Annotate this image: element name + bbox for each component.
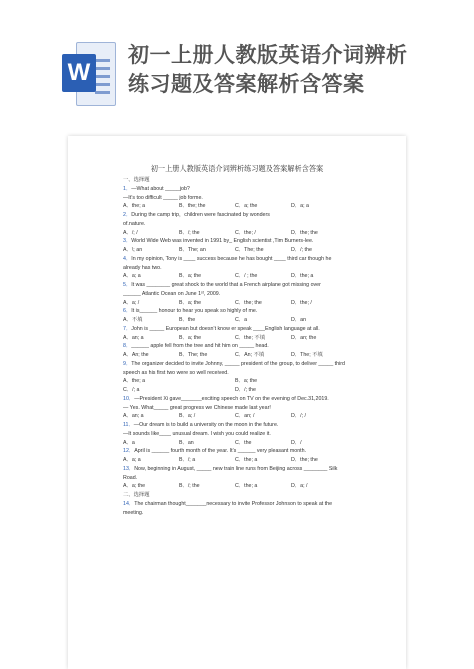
option: B．The; an	[179, 247, 206, 253]
question-number: 1．	[123, 185, 132, 192]
option: D．the; the	[291, 457, 318, 463]
title-line-2: 练习题及答案解析含答案	[128, 71, 365, 96]
options-row	[123, 386, 395, 395]
option: A．a; /	[123, 299, 140, 306]
line-text: —It sounds like____ unusual dream. I wish you could realize it.	[123, 430, 271, 437]
question-number: 9．	[123, 360, 132, 367]
option: B．a; the	[179, 299, 202, 306]
option: D．an; the	[291, 334, 317, 341]
option: D．a; /	[291, 483, 308, 490]
page-title: 初一上册人教版英语介词辨析练习题及答案解析含答案	[150, 164, 324, 173]
header-band	[0, 0, 474, 140]
option: D．the; a	[291, 273, 314, 280]
option: D．/; /	[291, 413, 307, 420]
line-text: Now, beginning in August, _____ new train line runs from Beijing across ________ Silk	[134, 465, 338, 472]
option: A．不填	[123, 317, 143, 323]
question-number: 10．	[123, 395, 135, 402]
option: B．/; a	[179, 457, 196, 463]
question-number: 8．	[123, 343, 132, 350]
question-text	[123, 500, 395, 509]
line-text: It was ________ great shock to the world that a French airplane got missing over	[131, 282, 321, 288]
option: D．/; the	[235, 387, 256, 393]
option: A．a	[123, 439, 135, 446]
line-text: meeting.	[123, 509, 144, 516]
section-heading	[123, 176, 395, 185]
question-number: 14．	[123, 500, 135, 507]
line-text: In my opinion, Tony is ____ success because he has bought ____ third car though he	[131, 255, 332, 262]
option: D．The; 不填	[291, 352, 323, 358]
option: B．/; the	[179, 483, 200, 490]
question-text	[123, 369, 395, 378]
option: B．/; the	[179, 229, 200, 236]
question-text	[123, 342, 395, 351]
option: D．a; a	[291, 203, 309, 210]
question-number: 4．	[123, 255, 132, 262]
option: A．the; a	[123, 378, 146, 385]
word-badge: W	[62, 54, 96, 92]
option: A．a; a	[123, 273, 141, 280]
option: A．the; a	[123, 203, 146, 210]
option: C．the; /	[235, 229, 256, 236]
option: D．the; /	[291, 299, 312, 306]
option: C．the	[235, 439, 252, 446]
question-text	[123, 430, 395, 439]
question-text	[123, 395, 395, 404]
question-text	[123, 255, 395, 264]
option: A．an; a	[123, 334, 144, 341]
option: D．/	[291, 439, 302, 446]
question-number: 6．	[123, 308, 132, 315]
question-text	[123, 290, 395, 299]
line-text: 二、选择题	[123, 492, 150, 498]
option: C．an; /	[235, 413, 255, 420]
line-text: It is______ honour to hear you speak so highly of me.	[131, 308, 258, 315]
question-text	[123, 220, 395, 229]
question-text	[123, 325, 395, 334]
question-text	[123, 404, 395, 413]
line-text: John is _____ European but doesn’t know er speak ____English language at all.	[131, 325, 320, 332]
line-text: Road.	[123, 474, 138, 481]
options-row	[123, 299, 395, 308]
question-text	[123, 211, 395, 220]
line-text: speech as his first two were so well received.	[123, 369, 229, 376]
options-row	[123, 246, 395, 255]
question-text	[123, 281, 395, 290]
question-number: 13．	[123, 465, 135, 472]
document-title	[128, 40, 448, 98]
line-text: April is ______ fourth month of the year. It’s ______ very pleasant month.	[134, 448, 307, 455]
line-text: ______ Atlantic Ocean on June 1ˢᵗ, 2009.	[123, 290, 221, 297]
option: A．an; a	[123, 413, 144, 420]
question-number: 11．	[123, 422, 134, 428]
option: C．The; the	[235, 247, 264, 253]
line-text: 一、选择题	[123, 177, 150, 183]
option: C．An; 不填	[235, 352, 265, 358]
option: C．the; a	[235, 457, 258, 463]
option: B．a; the	[179, 334, 202, 341]
question-number: 7．	[123, 325, 132, 332]
question-text	[123, 421, 395, 430]
option: D．an	[291, 317, 307, 323]
line-text: During the camp trip，children were fascinated by wonders	[131, 212, 270, 218]
option: C．a	[235, 317, 248, 323]
question-number: 2．	[123, 212, 132, 218]
section-heading	[123, 491, 395, 500]
question-text	[123, 474, 395, 483]
question-text	[123, 307, 395, 316]
line-text: —What about _____job?	[131, 185, 190, 192]
line-text: ______ apple fell from the tree and hit him on _____ head.	[131, 343, 269, 350]
question-text	[123, 465, 395, 474]
option: B．the	[179, 317, 196, 323]
option: C．the; a	[235, 483, 258, 490]
question-text	[123, 509, 395, 518]
question-number: 5．	[123, 282, 132, 288]
question-text	[123, 194, 395, 203]
options-row	[123, 202, 395, 211]
option: A．/; /	[123, 229, 138, 236]
question-list	[123, 176, 395, 517]
option: B．an	[179, 439, 194, 446]
question-number: 12．	[123, 448, 135, 455]
option: A．An; the	[123, 352, 149, 358]
option: B．a; the	[235, 378, 258, 385]
question-text	[123, 447, 395, 456]
option: A．a; the	[123, 483, 146, 490]
question-text	[123, 360, 395, 369]
option: C．/; a	[123, 387, 140, 393]
option: A．a; a	[123, 457, 141, 463]
line-text: World Wide Web was invented in 1991 by_ English scientist ,Tim Burners-lee.	[131, 238, 314, 245]
option: B．a; the	[179, 273, 202, 280]
line-text: The organizer decided to invite Johnny, _____ president of the group, to deliver _____ third	[131, 360, 345, 367]
options-row	[123, 272, 395, 281]
question-number: 3．	[123, 238, 132, 245]
option: C．a; the	[235, 203, 258, 210]
options-row	[123, 456, 395, 465]
line-text: —President Xi gave_______exciting speech on TV on the evening of Dec.31,2019.	[134, 395, 329, 402]
option: C．the; 不填	[235, 334, 266, 341]
options-row	[123, 377, 395, 386]
option: C．the; the	[235, 299, 262, 306]
options-row	[123, 334, 395, 343]
options-row	[123, 482, 395, 491]
options-row	[123, 316, 395, 325]
question-text	[123, 237, 395, 246]
option: B．the; the	[179, 203, 206, 210]
options-row	[123, 229, 395, 238]
line-text: —It’s too difficult _____ job forme.	[123, 194, 203, 201]
line-text: of.nature.	[123, 220, 146, 227]
line-text: — Yes. What_____ great progress we Chinese made last year!	[123, 404, 271, 411]
question-text	[123, 264, 395, 273]
option: A．\; an	[123, 247, 143, 253]
options-row	[123, 412, 395, 421]
title-line-1: 初一上册人教版英语介词辨析	[128, 42, 408, 67]
option: C．/ ; the	[235, 273, 258, 280]
line-text: The chairman thought_______necessary to invite Professor Johnson to speak at the	[134, 500, 333, 507]
word-document-icon	[62, 42, 114, 104]
line-text: —Our dream is to build a university on the moon in the future.	[133, 422, 279, 428]
document-page	[68, 136, 406, 669]
option: B．a; /	[179, 413, 196, 420]
option: D．the; the	[291, 229, 318, 236]
question-text	[123, 185, 395, 194]
option: B．The; the	[179, 352, 208, 358]
options-row	[123, 439, 395, 448]
line-text: already has two.	[123, 264, 162, 271]
option: D．/; the	[291, 247, 312, 253]
options-row	[123, 351, 395, 360]
